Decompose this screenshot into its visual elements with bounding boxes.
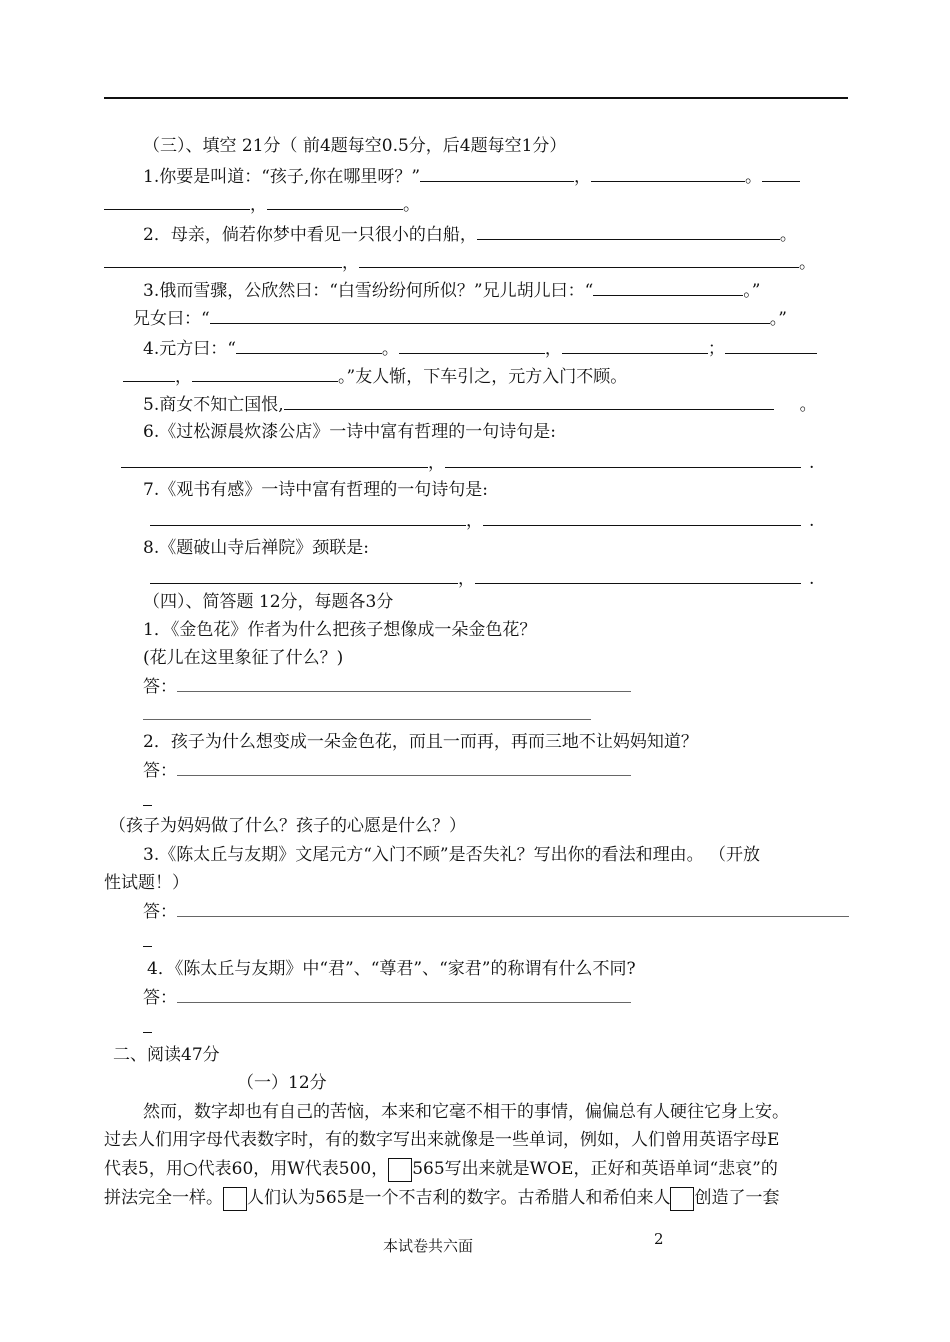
question-3: 3.俄而雪骤，公欣然曰：“白雪纷纷何所似？”兄儿胡儿曰：“ 。” <box>143 278 761 303</box>
reading-paragraph-line: 拼法完全一样。 人们认为565是一个不吉利的数字。古希腊人和希伯来人 创造了一套 <box>104 1186 779 1211</box>
footer-note: 本试卷共六面 <box>383 1237 474 1255</box>
answer-blank[interactable] <box>483 508 801 526</box>
short-question-2: 2．孩子为什么想变成一朵金色花，而且一而再，再而三地不让妈妈知道？ <box>143 732 698 752</box>
answer-blank[interactable] <box>143 788 152 806</box>
answer-blank[interactable] <box>359 250 799 268</box>
answer-blank[interactable] <box>123 364 175 382</box>
question-6: 6.《过松源晨炊漆公店》一诗中富有哲理的一句诗句是: <box>143 422 556 442</box>
question-1: 1.你要是叫道：“孩子,你在哪里呀？” ， 。 <box>143 164 800 189</box>
answer-blank[interactable] <box>150 566 458 584</box>
short-question-2-hint: （孩子为妈妈做了什么？孩子的心愿是什么？） <box>109 816 466 836</box>
answer-line-4: 答： <box>143 985 631 1010</box>
reading-subheading: （一）12分 <box>237 1073 327 1093</box>
answer-blank[interactable] <box>177 758 631 776</box>
header-rule <box>104 97 848 99</box>
answer-line-3b <box>143 929 152 954</box>
answer-blank[interactable] <box>143 702 591 720</box>
reading-paragraph-line: 代表5，用○代表60，用W代表500， 565写出来就是WOE，正好和英语单词“悲哀”的 <box>104 1157 778 1182</box>
section-3-heading: （三）、填空 21分（ 前4题每空0.5分，后4题每空1分） <box>143 136 567 156</box>
answer-blank[interactable] <box>143 1015 152 1033</box>
answer-blank[interactable] <box>284 392 774 410</box>
answer-blank[interactable] <box>725 336 817 354</box>
answer-line-1b <box>143 702 591 727</box>
question-3-cont: 兄女曰：“ 。” <box>133 306 787 331</box>
answer-blank[interactable] <box>143 929 152 947</box>
answer-line-3: 答： <box>143 899 849 924</box>
short-question-1: 1．《金色花》作者为什么把孩子想像成一朵金色花？ <box>143 620 537 640</box>
question-8-answer: ， . <box>150 566 814 591</box>
answer-line-4b <box>143 1015 152 1040</box>
question-7-answer: ， . <box>150 508 814 533</box>
short-question-3-cont: 性试题！） <box>104 873 189 893</box>
answer-blank[interactable] <box>104 192 250 210</box>
answer-blank[interactable] <box>475 566 801 584</box>
short-question-4: 4．《陈太丘与友期》中“君”、“尊君”、“家君”的称谓有什么不同? <box>147 959 636 979</box>
answer-blank[interactable] <box>177 899 849 917</box>
question-6-answer: ， . <box>121 450 814 475</box>
question-5: 5.商女不知亡国恨, 。 <box>143 392 817 417</box>
fill-in-box[interactable] <box>388 1158 412 1182</box>
answer-blank[interactable] <box>420 164 574 182</box>
short-question-1-hint: (花儿在这里象征了什么？) <box>143 648 344 668</box>
answer-line-1: 答： <box>143 674 631 699</box>
question-1-cont: ， 。 <box>104 192 420 217</box>
answer-blank[interactable] <box>562 336 708 354</box>
answer-blank[interactable] <box>192 364 338 382</box>
answer-blank[interactable] <box>210 306 770 324</box>
answer-blank[interactable] <box>267 192 403 210</box>
fill-in-box[interactable] <box>223 1187 247 1211</box>
answer-blank[interactable] <box>591 164 745 182</box>
question-7: 7.《观书有感》一诗中富有哲理的一句诗句是: <box>143 480 488 500</box>
reading-paragraph-line: 过去人们用字母代表数字时，有的数字写出来就像是一些单词，例如，人们曾用英语字母E <box>104 1130 780 1150</box>
reading-heading: 二、阅读47分 <box>113 1045 220 1065</box>
answer-blank[interactable] <box>477 222 780 240</box>
answer-blank[interactable] <box>593 278 743 296</box>
short-question-3: 3.《陈太丘与友期》文尾元方“入门不顾”是否失礼？写出你的看法和理由。 （开放 <box>143 845 761 865</box>
answer-blank[interactable] <box>445 450 801 468</box>
answer-blank[interactable] <box>177 985 631 1003</box>
answer-blank[interactable] <box>177 674 631 692</box>
answer-blank[interactable] <box>236 336 382 354</box>
answer-blank[interactable] <box>121 450 428 468</box>
answer-blank[interactable] <box>762 164 800 182</box>
question-8: 8.《题破山寺后禅院》颈联是: <box>143 538 369 558</box>
answer-line-2b <box>143 788 152 813</box>
section-4-heading: （四）、简答题 12分，每题各3分 <box>143 592 394 612</box>
answer-blank[interactable] <box>150 508 466 526</box>
question-2: 2．母亲，倘若你梦中看见一只很小的白船， 。 <box>143 222 797 247</box>
question-4: 4.元方曰：“ 。 ， ； <box>143 336 817 361</box>
answer-line-2: 答： <box>143 758 631 783</box>
question-2-cont: ， 。 <box>104 250 816 275</box>
answer-blank[interactable] <box>399 336 545 354</box>
question-4-cont: ， 。”友人惭，下车引之，元方入门不顾。 <box>123 364 627 389</box>
page-number: 2 <box>654 1230 664 1248</box>
fill-in-box[interactable] <box>670 1187 694 1211</box>
reading-paragraph-line: 然而，数字却也有自己的苦恼，本来和它毫不相干的事情，偏偏总有人硬往它身上安。 <box>143 1102 789 1122</box>
answer-blank[interactable] <box>104 250 342 268</box>
